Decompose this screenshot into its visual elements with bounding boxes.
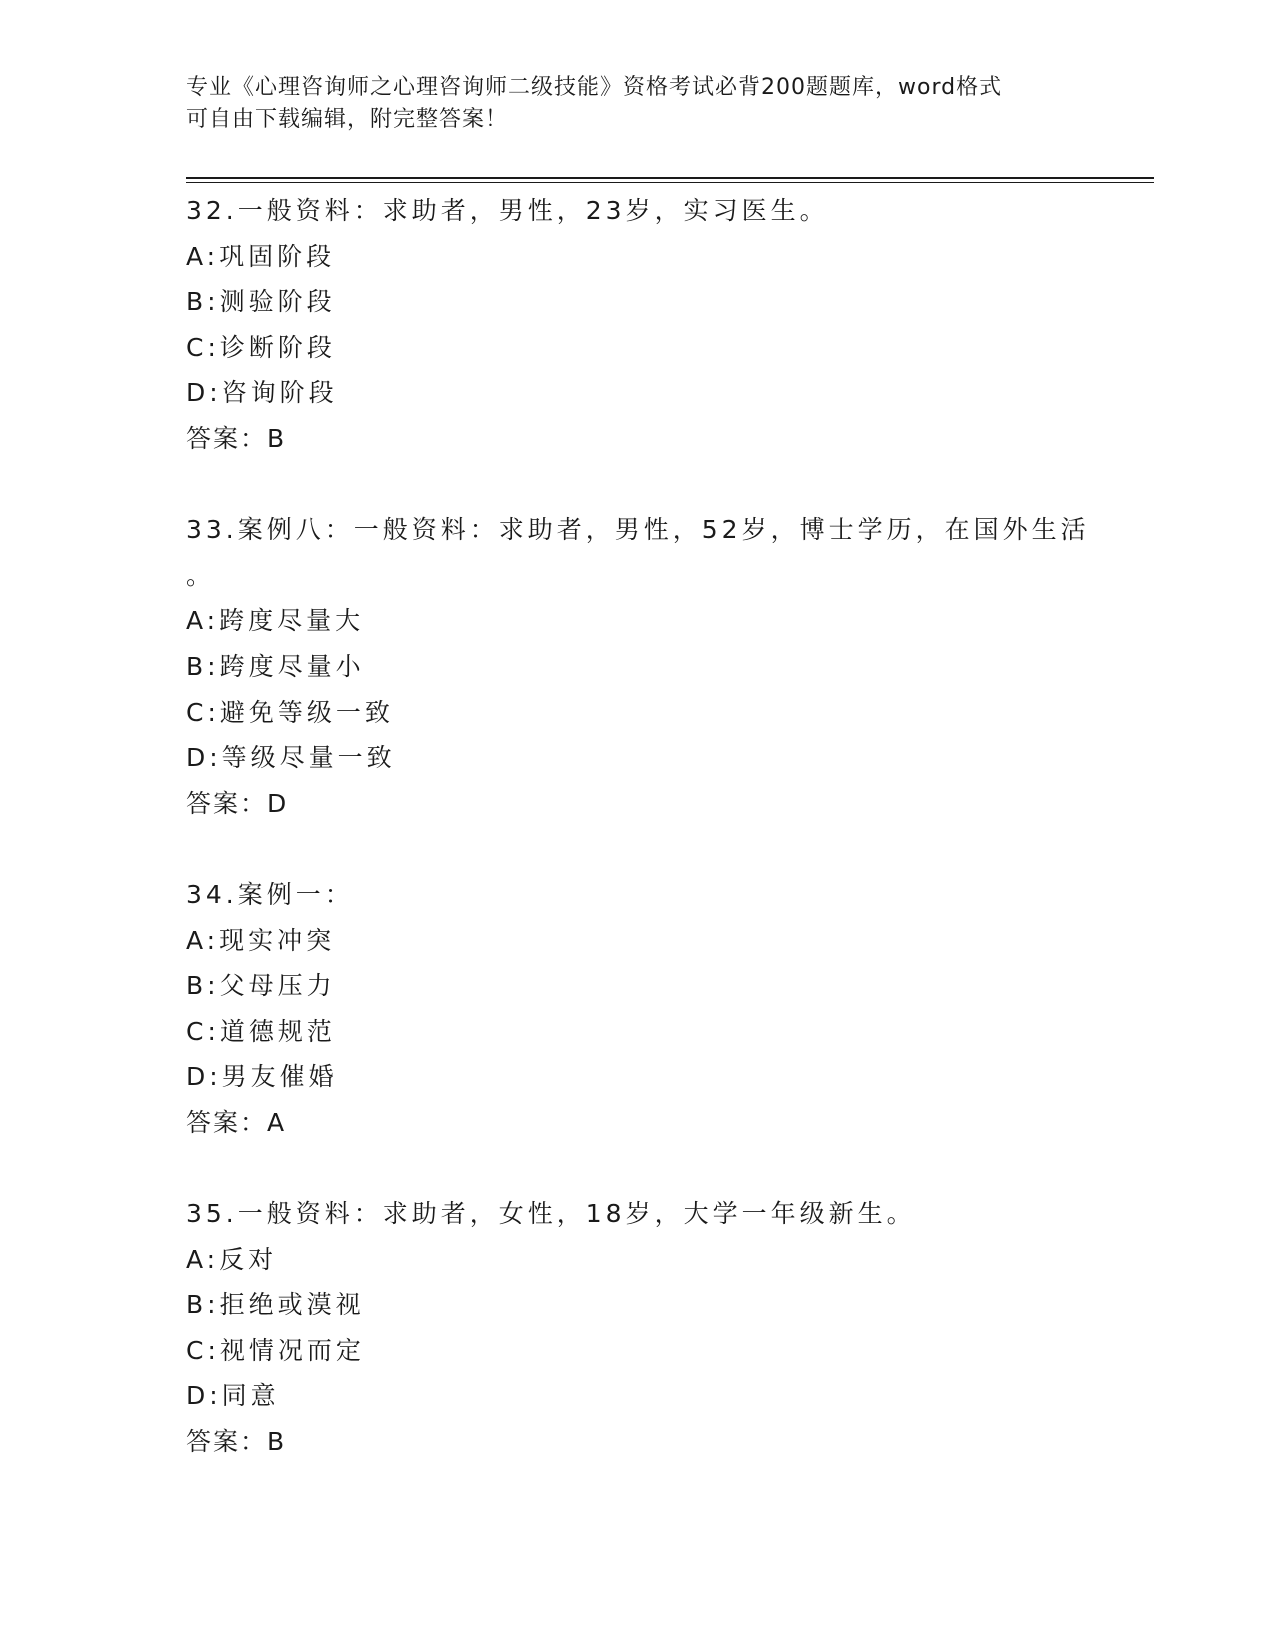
answer-line: 答案：A xyxy=(186,1107,287,1137)
document-header xyxy=(186,72,1066,136)
option-c: C:避免等级一致 xyxy=(186,697,394,727)
answer-line: 答案：B xyxy=(186,1427,287,1457)
question-spacer xyxy=(186,1145,1086,1191)
option-c: C:道德规范 xyxy=(186,1016,336,1046)
question-35 xyxy=(186,1191,1086,1465)
question-stem: 32.一般资料：求助者，男性，23岁，实习医生。 xyxy=(186,196,829,225)
header-line-2: 可自由下载编辑，附完整答案！ xyxy=(186,107,509,132)
option-d: D:男友催婚 xyxy=(186,1062,338,1092)
option-d: D:等级尽量一致 xyxy=(186,743,396,773)
option-a: A:现实冲突 xyxy=(186,925,336,955)
option-a: A:跨度尽量大 xyxy=(186,606,365,636)
header-line-1: 专业《心理咨询师之心理咨询师二级技能》资格考试必背200题题库，word格式 xyxy=(186,75,1003,100)
answer-line: 答案：B xyxy=(186,423,287,453)
header-divider-thick xyxy=(186,177,1154,179)
option-d: D:咨询阶段 xyxy=(186,378,338,408)
question-spacer xyxy=(186,826,1086,872)
question-list xyxy=(186,188,1090,1465)
option-b: B:父母压力 xyxy=(186,971,336,1001)
question-stem: 35.一般资料：求助者，女性，18岁，大学一年级新生。 xyxy=(186,1199,916,1229)
option-b: B:跨度尽量小 xyxy=(186,651,365,681)
option-c: C:视情况而定 xyxy=(186,1335,365,1365)
answer-line: 答案：D xyxy=(186,788,289,818)
option-b: B:拒绝或漠视 xyxy=(186,1290,365,1320)
question-stem: 33.案例八：一般资料：求助者，男性，52岁，博士学历，在国外生活 xyxy=(186,515,1090,545)
option-a: A:反对 xyxy=(186,1244,278,1274)
option-b: B:测验阶段 xyxy=(186,287,336,317)
option-c: C:诊断阶段 xyxy=(186,332,336,362)
question-34 xyxy=(186,872,1086,1146)
option-a: A:巩固阶段 xyxy=(186,241,336,271)
question-stem-continuation: 。 xyxy=(186,560,216,590)
question-33 xyxy=(186,507,1090,826)
question-stem: 34.案例一： xyxy=(186,879,354,909)
question-32 xyxy=(186,188,1086,462)
header-divider-thin xyxy=(186,182,1154,183)
question-spacer xyxy=(186,462,1086,508)
option-d: D:同意 xyxy=(186,1381,280,1411)
